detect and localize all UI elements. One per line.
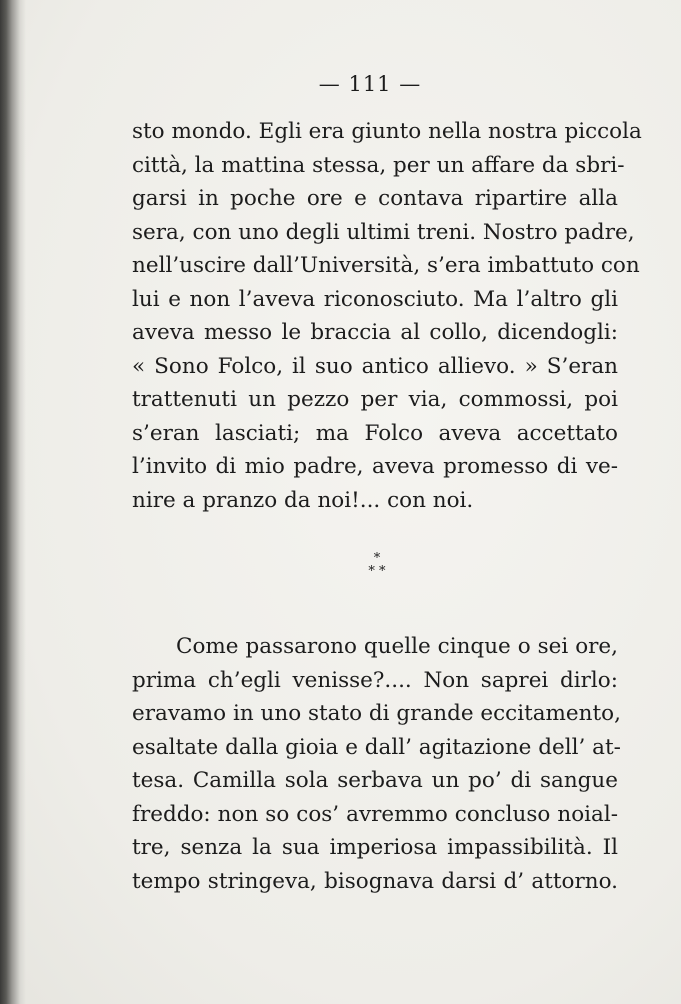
asterism-top: * [373,551,381,566]
text-line: esaltate dalla gioia e dall’ agitazione dell’ at- [132,734,621,760]
text-line: l’invito di mio padre, aveva promesso di ve- [132,454,618,479]
paragraph-1 [132,115,642,517]
asterism-bottom: * * [368,564,386,579]
text-line: s’eran lasciati; ma Folco aveva accettato [132,420,618,446]
text-line: lui e non l’aveva riconosciuto. Ma l’altro gli [132,286,618,312]
text-line: tre, senza la sua imperiosa impassibilità. Il [132,835,618,860]
text-line: « Sono Folco, il suo antico allievo. » S’eran [132,353,618,379]
text-line: freddo: non so cos’ avremmo concluso noial- [132,801,618,827]
text-line: trattenuti un pezzo per via, commossi, poi [132,387,618,412]
asterism-separator [357,552,397,584]
text-line: tempo stringeva, bisognava darsi d’ attorno. [132,868,618,894]
text-line: aveva messo le braccia al collo, dicendogli: [132,320,618,345]
binding-edge [0,0,26,1004]
text-line: eravamo in uno stato di grande eccitamento, [132,701,621,726]
text-line: sto mondo. Egli era giunto nella nostra piccola [132,119,642,144]
text-line: nire a pranzo da noi!... con noi. [132,487,474,513]
text-line: città, la mattina stessa, per un affare da sbri- [132,152,625,178]
page-number: — 111 — [318,72,422,96]
text-line: prima ch’egli venisse?.... Non saprei dirlo: [132,667,618,693]
text-line: nell’uscire dall’Università, s’era imbattuto con [132,253,640,278]
text-line: garsi in poche ore e contava ripartire alla [132,186,618,211]
text-line: Come passarono quelle cinque o sei ore, [176,634,618,659]
text-line: tesa. Camilla sola serbava un po’ di sangue [132,768,618,793]
paragraph-2 [132,630,621,898]
text-line: sera, con uno degli ultimi treni. Nostro padre, [132,219,635,245]
